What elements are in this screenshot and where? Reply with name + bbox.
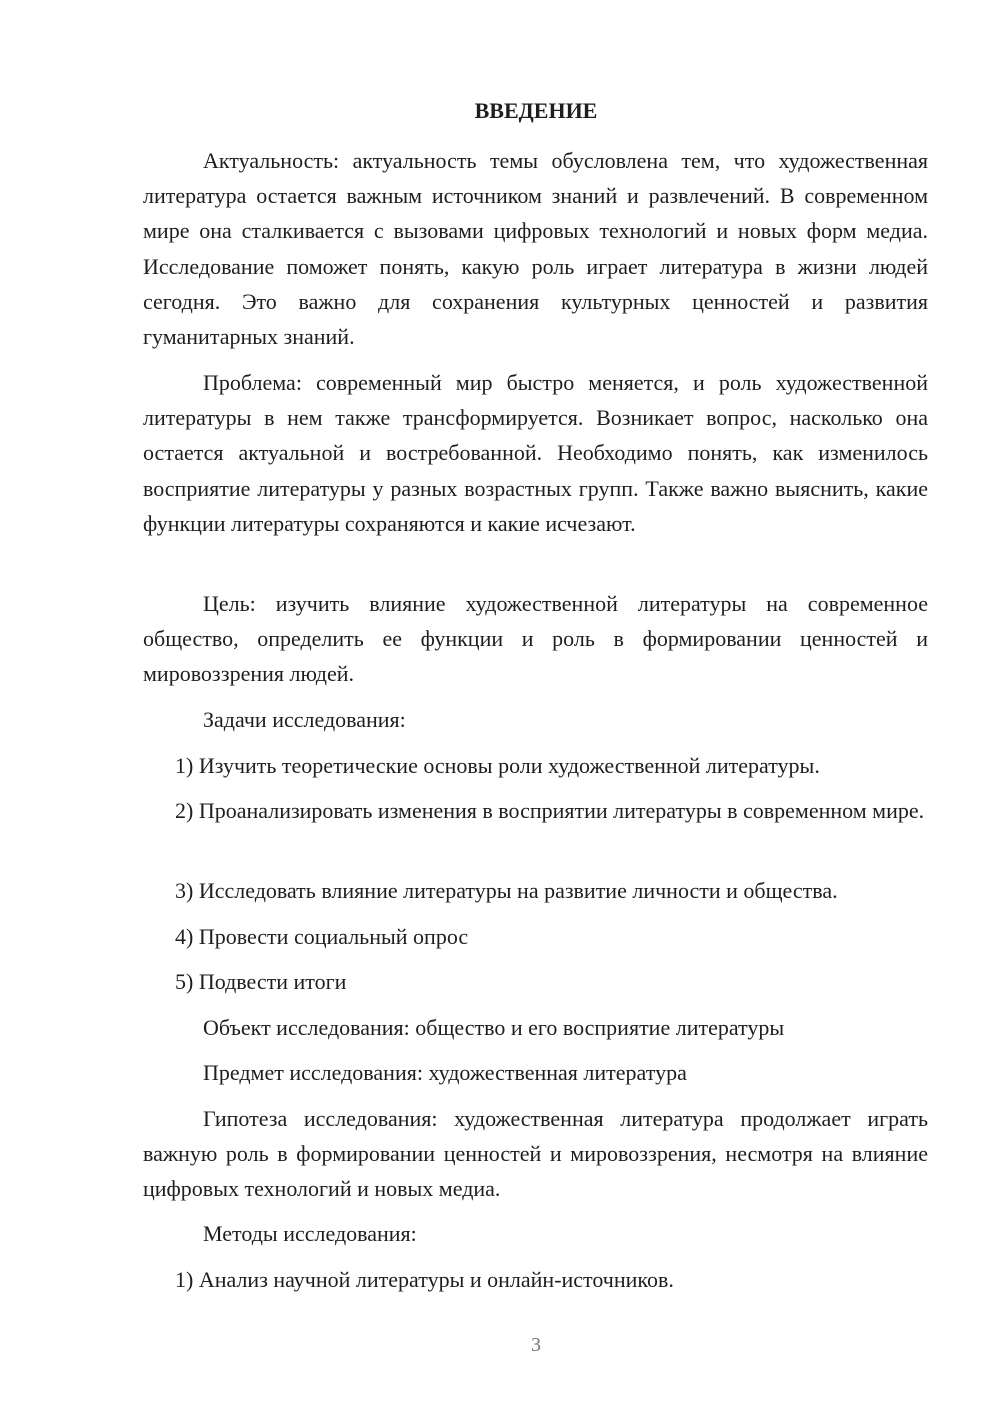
task-item-5: 5) Подвести итоги <box>175 969 347 994</box>
paragraph-relevance: Актуальность: актуальность темы обусловлена тем, что художественная литература остается важным источником знаний и развлечений. В современном мире она сталкивается с вызовами цифровых технологий и новых форм медиа. Исследование поможет понять, какую роль играет литература в жизни людей сегодня. Это важно для сохранения культурных ценностей и развития гуманитарных знаний. <box>143 148 928 350</box>
paragraph-object: Объект исследования: общество и его восприятие литературы <box>203 1015 785 1040</box>
paragraph-hypothesis: Гипотеза исследования: художественная литература продолжает играть важную роль в формировании ценностей и мировоззрения, несмотря на влияние цифровых технологий и новых медиа. <box>143 1106 928 1202</box>
paragraph-problem: Проблема: современный мир быстро меняется, и роль художественной литературы в нем также трансформируется. Возникает вопрос, насколько она остается актуальной и востребованной. Необходимо понять, как изменилось восприятие литературы у разных возрастных групп. Также важно выяснить, какие функции литературы сохраняются и какие исчезают. <box>143 370 928 536</box>
page-number: 3 <box>531 1334 541 1356</box>
method-item-1: 1) Анализ научной литературы и онлайн-источников. <box>175 1267 674 1292</box>
methods-heading: Методы исследования: <box>203 1221 417 1246</box>
task-item-2: 2) Проанализировать изменения в восприятии литературы в современном мире. <box>175 798 925 823</box>
tasks-heading: Задачи исследования: <box>203 707 406 732</box>
task-item-1: 1) Изучить теоретические основы роли художественной литературы. <box>175 753 820 778</box>
task-item-4: 4) Провести социальный опрос <box>175 924 469 949</box>
section-title: ВВЕДЕНИЕ <box>474 98 598 123</box>
task-item-3: 3) Исследовать влияние литературы на развитие личности и общества. <box>175 878 838 903</box>
paragraph-subject: Предмет исследования: художественная литература <box>203 1060 687 1085</box>
paragraph-goal: Цель: изучить влияние художественной литературы на современное общество, определить ее функции и роль в формировании ценностей и мировоззрения людей. <box>143 591 928 687</box>
